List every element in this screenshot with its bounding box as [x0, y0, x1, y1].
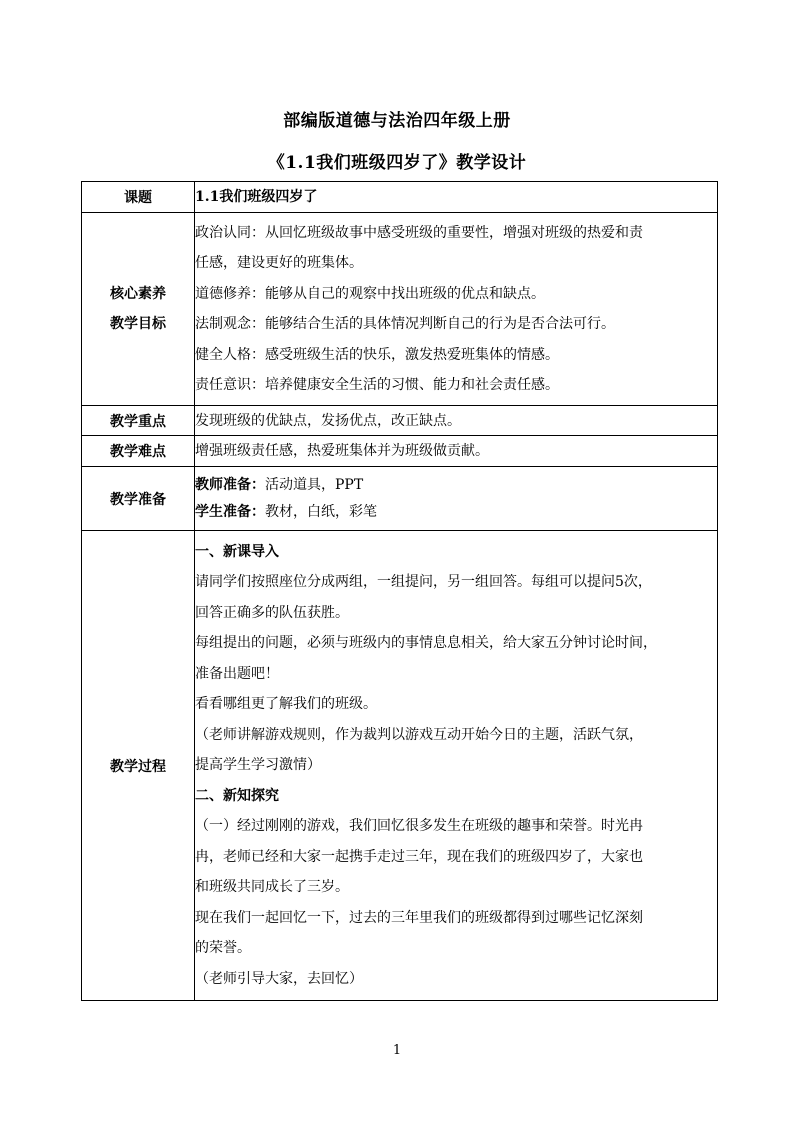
process-line: （一）经过刚刚的游戏，我们回忆很多发生在班级的趣事和荣誉。时光冉: [195, 818, 643, 835]
preparation-label: 教学准备: [82, 467, 195, 531]
document-title: 部编版道德与法治四年级上册: [283, 111, 511, 131]
goals-label-line2: 教学目标: [110, 316, 166, 332]
topic-text: 1.1我们班级四岁了: [195, 189, 318, 205]
row-topic: [82, 182, 718, 213]
student-prep-value: 教材，白纸，彩笔: [265, 503, 377, 520]
process-line: 准备出题吧！: [195, 665, 279, 682]
row-process: [82, 531, 718, 1001]
difficulties-content: [195, 436, 718, 467]
process-line: 回答正确多的队伍获胜。: [195, 604, 349, 621]
topic-label: 课题: [82, 182, 195, 213]
goals-label-line1: 核心素养: [110, 285, 166, 302]
row-preparation: [82, 467, 718, 531]
process-line: 看看哪组更了解我们的班级。: [195, 696, 377, 713]
goal-line: 责任意识：培养健康安全生活的习惯、能力和社会责任感。: [195, 377, 559, 393]
process-line: 提高学生学习激情）: [195, 757, 321, 774]
goal-line: 法制观念：能够结合生活的具体情况判断自己的行为是否合法可行。: [195, 316, 615, 332]
lesson-plan-table: [81, 181, 718, 1001]
row-key-points: [82, 406, 718, 436]
difficulties-label: 教学难点: [82, 436, 195, 467]
goal-line: 健全人格：感受班级生活的快乐，激发热爱班集体的情感。: [195, 346, 559, 363]
topic-value: [195, 182, 718, 213]
process-content: [195, 531, 718, 1001]
goal-line: 任感，建设更好的班集体。: [195, 255, 363, 271]
row-goals: [82, 213, 718, 406]
teacher-prep: [195, 472, 717, 499]
document-subtitle: 《1.1我们班级四岁了》教学设计: [267, 153, 527, 173]
process-line: （老师讲解游戏规则，作为裁判以游戏互动开始今日的主题，活跃气氛，: [195, 726, 643, 743]
process-label: 教学过程: [82, 531, 195, 1001]
goal-line: 道德修养：能够从自己的观察中找出班级的优点和缺点。: [195, 285, 545, 302]
teacher-prep-label: 教师准备：: [195, 476, 265, 493]
student-prep-label: 学生准备：: [195, 503, 265, 520]
goals-label: [82, 213, 195, 406]
process-line: 的荣誉。: [195, 940, 251, 957]
key-points-content: [195, 406, 718, 436]
key-points-text: 发现班级的优缺点，发扬优点，改正缺点。: [195, 412, 461, 429]
row-difficulties: [82, 436, 718, 467]
process-line: （老师引导大家，去回忆）: [195, 970, 363, 987]
section2-heading: 二、新知探究: [195, 787, 279, 804]
process-line: 现在我们一起回忆一下，过去的三年里我们的班级都得到过哪些记忆深刻: [195, 909, 643, 926]
section1-heading: 一、新课导入: [195, 543, 279, 560]
goal-line: 政治认同：从回忆班级故事中感受班级的重要性，增强对班级的热爱和责: [195, 224, 643, 241]
page-number: 1: [392, 1043, 402, 1058]
process-line: 冉，老师已经和大家一起携手走过三年，现在我们的班级四岁了，大家也: [195, 848, 643, 865]
goals-content: [195, 213, 718, 406]
preparation-content: [195, 467, 718, 531]
process-line: 每组提出的问题，必须与班级内的事情息息相关，给大家五分钟讨论时间，: [195, 635, 657, 652]
process-line: 请同学们按照座位分成两组，一组提问，另一组回答。每组可以提问5次，: [195, 574, 652, 591]
student-prep: [195, 499, 717, 526]
key-points-label: 教学重点: [82, 406, 195, 436]
process-line: 和班级共同成长了三岁。: [195, 879, 349, 896]
difficulties-text: 增强班级责任感，热爱班集体并为班级做贡献。: [195, 442, 489, 459]
teacher-prep-value: 活动道具，PPT: [265, 476, 364, 493]
